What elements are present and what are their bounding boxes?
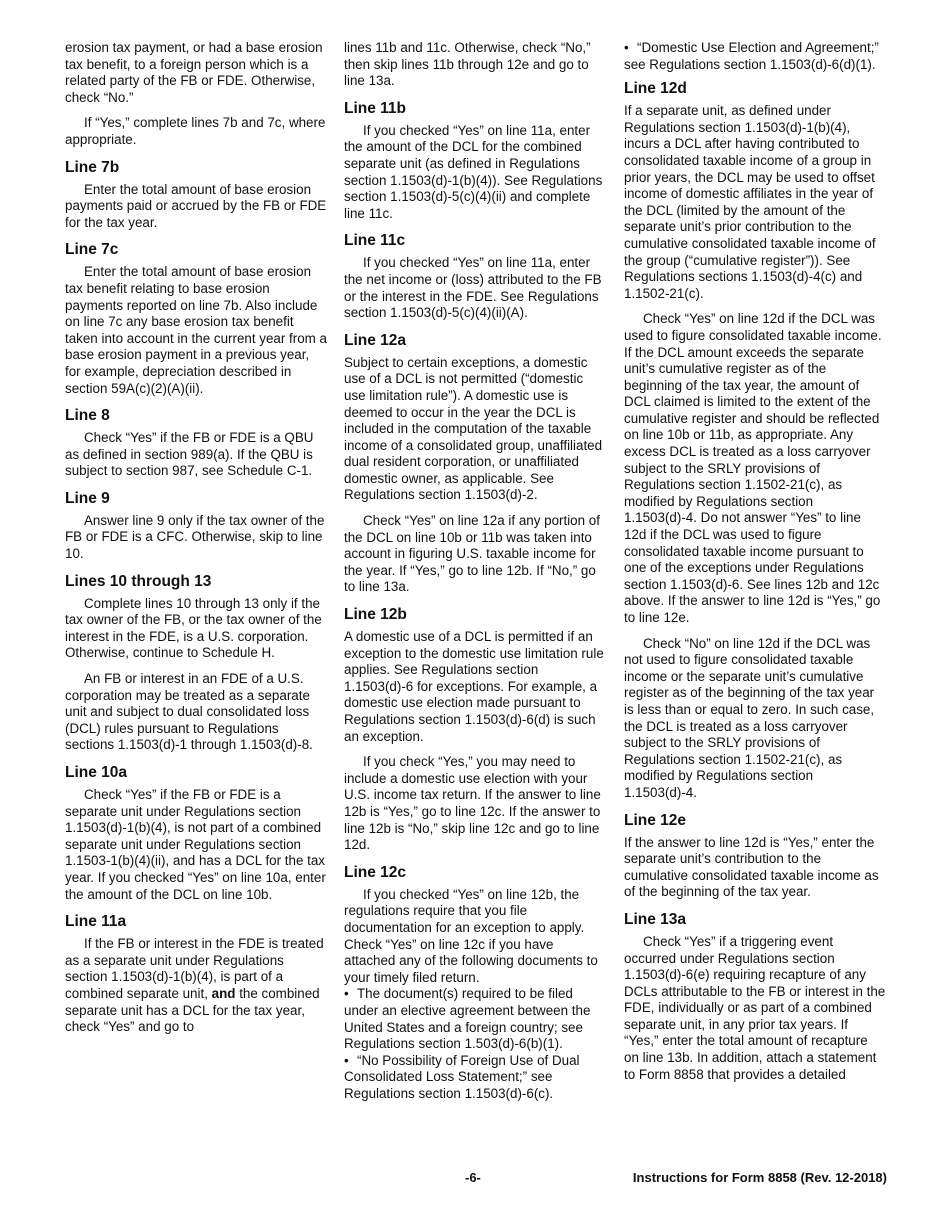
paragraph: If “Yes,” complete lines 7b and 7c, where appropriate. [65,115,326,147]
paragraph: Enter the total amount of base erosion tax benefit relating to base erosion payments reported on line 7b. Also include on line 7c any base erosion tax benefit taken into account in the current year from a base erosion payment in a previous year, for example, depreciation described in section 59A(c)(2)(A)(ii). [65,264,328,396]
bullet-text [624,40,886,73]
heading-line-12a: Line 12a [344,331,407,349]
bullet-item [624,40,886,73]
column-3 [624,40,886,1092]
heading-line-13a: Line 13a [624,910,687,928]
text: “Domestic Use Election and Agreement;” see Regulations section 1.1503(d)-6(d)(1). [624,40,879,72]
paragraph: erosion tax payment, or had a base erosion tax benefit, to a foreign person which is a related party of the FB or FDE. Otherwise, check “No.” [65,40,323,105]
heading-line-7b: Line 7b [65,158,120,176]
heading-line-12d: Line 12d [624,80,687,98]
heading-line-11a: Line 11a [65,913,127,931]
bold-text: and [211,985,236,1001]
bullet-text [344,986,606,1052]
bullet-item [344,1053,606,1103]
paragraph [65,936,327,1036]
bullet-icon: • [344,1052,349,1068]
paragraph: If you check “Yes,” you may need to include a domestic use election with your U.S. income tax return. If the answer to line 12b is “Yes,” go to line 12c. If the answer to line 12b is “No,” skip line 12c and go to line 12d. [344,754,601,853]
paragraph: lines 11b and 11c. Otherwise, check “No,” then skip lines 11b through 12e and go to line 13a. [344,40,591,89]
paragraph: Check “Yes” if a triggering event occurred under Regulations section 1.1503(d)-6(e) requiring recapture of any DCLs attributable to the FB or interest in the FDE, individually or as part of a combined separate unit, in any prior tax years. If “Yes,” enter the total amount of recapture on line 13b. In addition, attach a statement to Form 8858 that provides a detailed [624,933,886,1082]
paragraph: Subject to certain exceptions, a domestic use of a DCL is not permitted (“domestic use limitation rule”). A domestic use is deemed to occur in the year the DCL is included in the computation of the taxable income of a consolidated group, unaffiliated dual resident corporation, or unaffiliated domestic owner, as applicable. See Regulations section 1.1503(d)-2. [344,354,603,503]
text: “No Possibility of Foreign Use of Dual Consolidated Loss Statement;” see Regulations section 1.1503(d)-6(c). [344,1052,580,1101]
paragraph: Check “Yes” if the FB or FDE is a separate unit under Regulations section 1.1503(d)-1(b)(4), is not part of a combined separate unit under Regulations section 1.1503-1(b)(4)(ii), and has a DCL for the tax year. If you checked “Yes” on line 10a, enter the amount of the DCL on line 10b. [65,787,326,902]
paragraph: If the answer to line 12d is “Yes,” enter the separate unit’s contribution to the cumulative consolidated taxable income as of the beginning of the tax year. [624,834,879,900]
bullet-icon: • [624,40,629,55]
heading-line-8: Line 8 [65,407,110,425]
heading-line-12c: Line 12c [344,863,407,881]
text: the combined separate unit has a DCL for the tax year, check “Yes” and go to [65,985,320,1035]
heading-line-7c: Line 7c [65,241,119,259]
page-number: -6- [465,1170,481,1185]
paragraph: Enter the total amount of base erosion payments paid or accrued by the FB or FDE for the tax year. [65,181,327,230]
paragraph: Answer line 9 only if the tax owner of the FB or FDE is a CFC. Otherwise, skip to line 10. [65,512,325,562]
text: The document(s) required to be filed under an elective agreement between the United States and a foreign country; see Regulations section 1.503(d)-6(b)(1). [344,986,591,1052]
heading-lines-10-13: Lines 10 through 13 [65,572,212,590]
paragraph: A domestic use of a DCL is permitted if an exception to the domestic use limitation rule applies. See Regulations section 1.1503(d)-6 for exceptions. For example, a domestic use election made pursuant to Regulations section 1.1503(d)-6(d) is such an exception. [344,629,604,744]
column-1 [65,40,327,1045]
heading-line-11c: Line 11c [344,232,406,250]
paragraph: If you checked “Yes” on line 11a, enter the net income or (loss) attributed to the FB or the interest in the FDE. See Regulations section 1.1503(d)-5(c)(4)(ii)(A). [344,255,602,321]
paragraph: If you checked “Yes” on line 12b, the regulations require that you file documentation for an exception to apply. Check “Yes” on line 12c if you have attached any of the following documents to your timely filed return. [344,886,598,985]
bullet-item [344,986,606,1052]
bullet-text [344,1053,606,1103]
heading-line-10a: Line 10a [65,764,128,781]
paragraph: Check “No” on line 12d if the DCL was not used to figure consolidated taxable income or the separate unit’s cumulative register as of the beginning of the tax year is less than or equal to zero. In such case, the DCL is treated as a loss carryover subject to the SRLY provisions of Regulations section 1.1502-21(c), as modified by Regulations section 1.1503(d)-4. [624,635,875,800]
paragraph: If you checked “Yes” on line 11a, enter the amount of the DCL for the combined separate unit (as defined in Regulations section 1.1503(d)-1(b)(4)). See Regulations section 1.1503(d)-5(c)(4)(ii) and complete line 11c. [344,122,603,221]
text: If the FB or interest in the FDE is treated as a separate unit under Regulations section 1.1503(d)-1(b)(4), is part of a combined separate unit, [65,936,324,1001]
paragraph: An FB or interest in an FDE of a U.S. corporation may be treated as a separate unit and subject to dual consolidated loss (DCL) rules pursuant to Regulations sections 1.1503(d)-1 through 1.1503(d)-8. [65,671,313,753]
heading-line-12e: Line 12e [624,811,687,829]
heading-line-11b: Line 11b [344,99,407,117]
form-title: Instructions for Form 8858 (Rev. 12-2018) [632,1170,887,1185]
bullet-icon: • [344,986,349,1002]
column-2 [344,40,606,1102]
paragraph: If a separate unit, as defined under Regulations section 1.1503(d)-1(b)(4), incurs a DCL after having contributed to consolidated taxable income of a group in prior years, the DCL may be used to offset income of domestic affiliates in the year of the DCL (limited by the amount of the separate unit’s prior contribution to the cumulative consolidated taxable income of the group (“cumulative register”)). See Regulations sections 1.1503(d)-4(c) and 1.1502-21(c). [624,103,876,301]
paragraph: Check “Yes” on line 12d if the DCL was used to figure consolidated taxable income. If the DCL amount exceeds the separate unit’s cumulative register as of the beginning of the tax year, the amount of DCL claimed is limited to the extent of the cumulative register and should be reflected on line 10b or 11b, as appropriate. Any excess DCL is treated as a loss carryover subject to the SRLY provisions of Regulations section 1.1502-21(c), as modified by Regulations section 1.1503(d)-4. Do not answer “Yes” to line 12d if the DCL was used to figure consolidated taxable income pursuant to one of the exceptions under Regulations section 1.1503(d)-6. See lines 12b and 12c above. If the answer to line 12d is “Yes,” go to line 12e. [624,311,882,625]
paragraph: Check “Yes” on line 12a if any portion of the DCL on line 10b or 11b was taken into account in figuring U.S. taxable income for the year. If “Yes,” go to line 12b. If “No,” go to line 13a. [344,513,600,595]
paragraph: Check “Yes” if the FB or FDE is a QBU as defined in section 989(a). If the QBU is subject to section 987, see Schedule C-1. [65,430,314,479]
paragraph: Complete lines 10 through 13 only if the tax owner of the FB, or the tax owner of the interest in the FDE, is a U.S. corporation. Otherwise, continue to Schedule H. [65,595,322,661]
heading-line-9: Line 9 [65,489,110,507]
heading-line-12b: Line 12b [344,606,407,624]
page-footer [65,1170,887,1188]
